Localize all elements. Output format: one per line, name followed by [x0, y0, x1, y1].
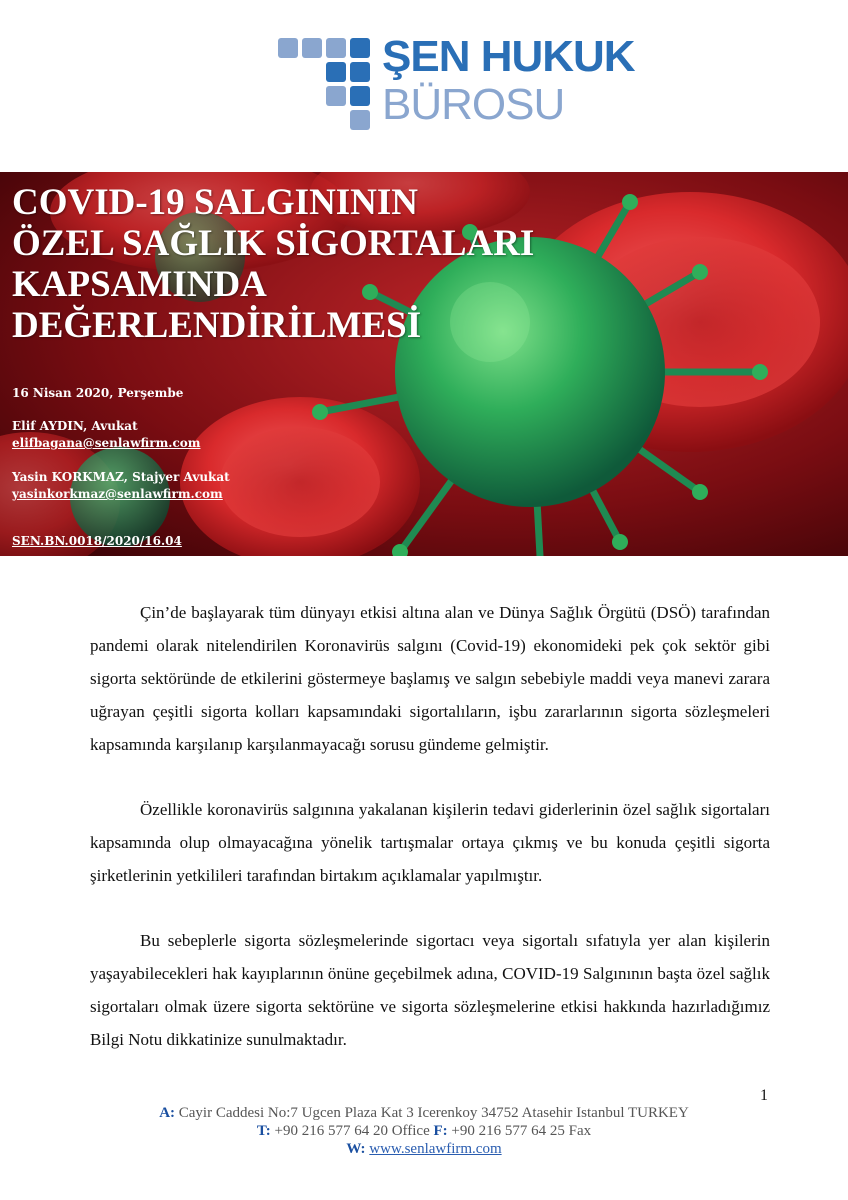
website-link[interactable]: www.senlawfirm.com [369, 1141, 502, 1157]
page-footer [0, 1104, 848, 1158]
author1-email-link[interactable]: elifbagana@senlawfirm.com [12, 436, 201, 450]
address-label: A: [159, 1105, 176, 1121]
paragraph-2: Özellikle koronavirüs salgınına yakalanan kişilerin tedavi giderlerinin özel sağlık sigortaları kapsamında olup olmayacağına yönelik tartışmalar ortaya çıkmış ve bu konuda çeşitli sigorta şirketlerinin yetkilileri tarafından birtakım açıklamalar yapılmıştır. [90, 800, 770, 885]
footer-web-line [0, 1140, 848, 1158]
publish-date: 16 Nisan 2020, Perşembe [12, 386, 184, 400]
logo-name-line1: ŞEN HUKUK [382, 32, 635, 81]
title-line-4: DEĞERLENDİRİLMESİ [12, 305, 422, 346]
title-line-1: COVID-19 SALGINININ [12, 182, 419, 223]
paragraph-1: Çin’de başlayarak tüm dünyayı etkisi altına alan ve Dünya Sağlık Örgütü (DSÖ) tarafından pandemi olarak nitelendirilen Koronavirüs salgını (Covid-19) ekonomideki pek çok sektör gibi sigorta sektöründe de etkilerini göstermeye başlamış ve salgın sebebiyle maddi veya manevi zarara uğrayan çeşitli sigorta kolları kapsamındaki sigortalıların, işbu zararlarının sigorta sözleşmeleri kapsamında karşılanıp karşılanmayacağı sorusu gündeme gelmiştir. [90, 603, 770, 754]
footer-address-line [0, 1104, 848, 1122]
footer-contact-line [0, 1122, 848, 1140]
author1-name: Elif AYDIN, Avukat [12, 419, 138, 433]
document-body [90, 596, 770, 1088]
author2-name: Yasin KORKMAZ, Stajyer Avukat [12, 470, 230, 484]
title-line-2: ÖZEL SAĞLIK SİGORTALARI [12, 223, 535, 264]
author2-email-link[interactable]: yasinkorkmaz@senlawfirm.com [12, 487, 223, 501]
paragraph-3: Bu sebeplerle sigorta sözleşmelerinde sigortacı veya sigortalı sıfatıyla yer alan kişilerin yaşayabilecekleri hak kayıplarının önüne geçebilmek adına, COVID-19 Salgınının başta özel sağlık sigortaları olmak üzere sigorta sektörüne ve sigorta sözleşmelerine etkisi hakkında hazırladığımız Bilgi Notu dikkatinize sunulmaktadır. [90, 931, 770, 1049]
firm-logo [278, 32, 635, 130]
fax-text: +90 216 577 64 25 Fax [451, 1123, 592, 1139]
fax-label: F: [433, 1123, 448, 1139]
reference-code: SEN.BN.0018/2020/16.04 [12, 534, 182, 548]
phone-label: T: [256, 1123, 271, 1139]
banner-title [12, 182, 534, 346]
page-number: 1 [760, 1087, 768, 1104]
phone-text: +90 216 577 64 20 Office [274, 1123, 430, 1139]
header-banner [0, 172, 848, 556]
address-text: Cayir Caddesi No:7 Ugcen Plaza Kat 3 Icerenkoy 34752 Atasehir Istanbul TURKEY [178, 1105, 689, 1121]
title-line-3: KAPSAMINDA [12, 264, 267, 305]
web-label: W: [346, 1141, 366, 1157]
logo-squares-icon [278, 38, 370, 126]
logo-name-line2: BÜROSU [382, 80, 565, 129]
